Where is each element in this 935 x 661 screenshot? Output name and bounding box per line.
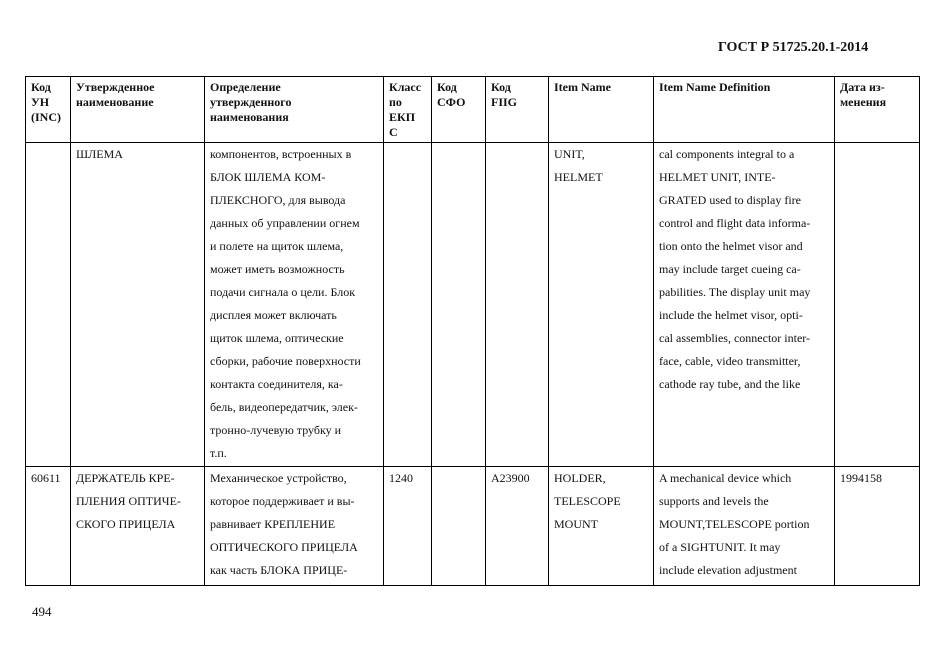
text-line: дисплея может включать [210, 308, 337, 322]
cell-ekps: 1240 [384, 467, 432, 586]
text-line: MOUNT [554, 517, 598, 531]
text-line: cathode ray tube, and the like [659, 377, 801, 391]
cell-sfo [432, 467, 486, 586]
cell-name-ru [71, 467, 205, 586]
text-line: СКОГО ПРИЦЕЛА [76, 517, 176, 531]
cell-date [835, 143, 920, 467]
cell-fiig [486, 143, 549, 467]
text-line: Код [491, 80, 511, 94]
text-line: Item Name Definition [659, 80, 771, 94]
text-line: include the helmet visor, opti- [659, 308, 803, 322]
text-line: ЕКП [389, 110, 416, 124]
text-line: БЛОК ШЛЕМА КОМ- [210, 170, 326, 184]
text-line: сборки, рабочие поверхности [210, 354, 361, 368]
table-row [26, 467, 920, 586]
text-line: HELMET UNIT, INTE- [659, 170, 776, 184]
text-line: GRATED used to display fire [659, 193, 801, 207]
text-line: наименование [76, 95, 154, 109]
cell-date: 1994158 [835, 467, 920, 586]
text-line: УН [31, 95, 50, 109]
col-header-item-definition [654, 77, 835, 143]
table-header-row [26, 77, 920, 143]
table-row [26, 143, 920, 467]
text-line: Дата из- [840, 80, 885, 94]
col-header-name-ru [71, 77, 205, 143]
text-line: бель, видеопередатчик, элек- [210, 400, 358, 414]
cell-item-name [549, 467, 654, 586]
cell-sfo [432, 143, 486, 467]
text-line: равнивает КРЕПЛЕНИЕ [210, 517, 336, 531]
col-header-fiig [486, 77, 549, 143]
text-line: Код [31, 80, 51, 94]
text-line: Класс [389, 80, 422, 94]
text-line: HOLDER, [554, 471, 606, 485]
text-line: supports and levels the [659, 494, 769, 508]
text-line: менения [840, 95, 887, 109]
text-line: tion onto the helmet visor and [659, 239, 803, 253]
text-line: cal components integral to a [659, 147, 795, 161]
cell-fiig: A23900 [486, 467, 549, 586]
cell-inc: 60611 [26, 467, 71, 586]
text-line: т.п. [210, 446, 227, 460]
text-line: (INC) [31, 110, 61, 124]
col-header-sfo [432, 77, 486, 143]
text-line: данных об управлении огнем [210, 216, 360, 230]
text-line: утвержденного [210, 95, 292, 109]
col-header-definition-ru [205, 77, 384, 143]
text-line: of a SIGHTUNIT. It may [659, 540, 781, 554]
text-line: include elevation adjustment [659, 563, 797, 577]
text-line: компонентов, встроенных в [210, 147, 352, 161]
cell-item-definition [654, 467, 835, 586]
text-line: Код [437, 80, 457, 94]
text-line: как часть БЛОКА ПРИЦЕ- [210, 563, 348, 577]
col-header-inc [26, 77, 71, 143]
text-line: FIIG [491, 95, 518, 109]
cell-name-ru [71, 143, 205, 467]
text-line: наименования [210, 110, 289, 124]
text-line: может иметь возможность [210, 262, 345, 276]
text-line: контакта соединителя, ка- [210, 377, 343, 391]
standard-header: ГОСТ Р 51725.20.1-2014 [718, 40, 869, 55]
text-line: и полете на щиток шлема, [210, 239, 344, 253]
text-line: cal assemblies, connector inter- [659, 331, 811, 345]
text-line: ДЕРЖАТЕЛЬ КРЕ- [76, 471, 175, 485]
text-line: Определение [210, 80, 281, 94]
text-line: Утвержденное [76, 80, 155, 94]
text-line: Item Name [554, 80, 611, 94]
text-line: по [389, 95, 402, 109]
cell-item-name [549, 143, 654, 467]
text-line: HELMET [554, 170, 603, 184]
col-header-item-name [549, 77, 654, 143]
cell-definition-ru [205, 143, 384, 467]
text-line: ПЛЕКСНОГО, для вывода [210, 193, 346, 207]
cell-inc [26, 143, 71, 467]
text-line: MOUNT,TELESCOPE portion [659, 517, 810, 531]
text-line: С [389, 125, 398, 139]
text-line: тронно-лучевую трубку и [210, 423, 342, 437]
data-table [25, 76, 920, 586]
text-line: Механическое устройство, [210, 471, 347, 485]
text-line: TELESCOPE [554, 494, 621, 508]
cell-item-definition [654, 143, 835, 467]
text-line: ОПТИЧЕСКОГО ПРИЦЕЛА [210, 540, 358, 554]
text-line: may include target cueing ca- [659, 262, 801, 276]
text-line: UNIT, [554, 147, 585, 161]
text-line: pabilities. The display unit may [659, 285, 811, 299]
cell-definition-ru [205, 467, 384, 586]
text-line: ШЛЕМА [76, 147, 123, 161]
col-header-ekps [384, 77, 432, 143]
text-line: ПЛЕНИЯ ОПТИЧЕ- [76, 494, 181, 508]
text-line: A mechanical device which [659, 471, 792, 485]
col-header-date [835, 77, 920, 143]
text-line: СФО [437, 95, 466, 109]
text-line: control and flight data informa- [659, 216, 811, 230]
text-line: щиток шлема, оптические [210, 331, 344, 345]
page-number: 494 [32, 604, 52, 619]
text-line: которое поддерживает и вы- [210, 494, 355, 508]
text-line: face, cable, video transmitter, [659, 354, 801, 368]
text-line: подачи сигнала о цели. Блок [210, 285, 356, 299]
cell-ekps [384, 143, 432, 467]
